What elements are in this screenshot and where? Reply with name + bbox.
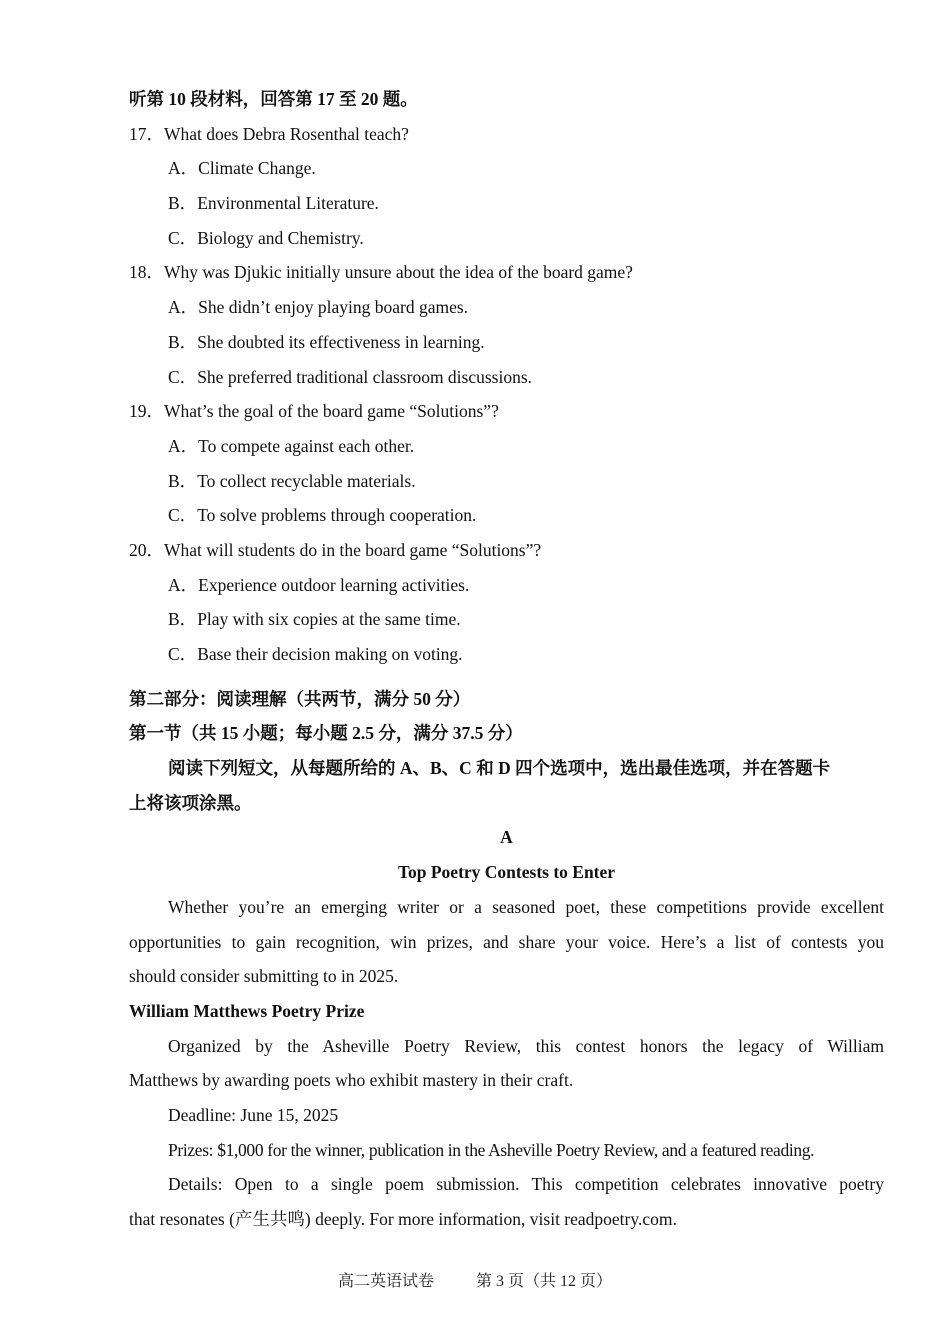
- question-19-option-b: B．To collect recyclable materials.: [168, 470, 416, 491]
- section-intro: 听第 10 段材料，回答第 17 至 20 题。: [129, 89, 418, 109]
- question-number: 18．: [129, 262, 164, 283]
- contest-desc-line-1: Organized by the Asheville Poetry Review, this contest honors the legacy of William: [168, 1035, 884, 1056]
- question-17: [129, 117, 884, 152]
- passage-intro-line-2: opportunities to gain recognition, win prizes, and share your voice. Here’s a list of contests you: [129, 931, 884, 952]
- contest-prizes: Prizes: $1,000 for the winner, publication in the Asheville Poetry Review, and a featured reading.: [168, 1139, 815, 1160]
- footer-page-info: 第 3 页（共 12 页）: [476, 1273, 613, 1290]
- contest-name: William Matthews Poetry Prize: [129, 1000, 365, 1021]
- question-20: [129, 533, 884, 568]
- passage-intro-line-1: Whether you’re an emerging writer or a seasoned poet, these competitions provide excellent: [168, 896, 884, 917]
- question-text: What does Debra Rosenthal teach?: [164, 123, 409, 144]
- question-18-option-b: B．She doubted its effectiveness in learning.: [168, 331, 485, 352]
- question-text: What will students do in the board game “Solutions”?: [164, 539, 542, 560]
- section-one-heading: 第一节（共 15 小题；每小题 2.5 分，满分 37.5 分）: [129, 723, 523, 744]
- question-17-option-a: A．Climate Change.: [168, 158, 316, 179]
- question-text: Why was Djukic initially unsure about the idea of the board game?: [164, 262, 633, 283]
- question-17-option-b: B．Environmental Literature.: [168, 193, 379, 214]
- question-number: 17．: [129, 123, 164, 144]
- question-19-option-c: C．To solve problems through cooperation.: [168, 505, 477, 526]
- question-20-option-a: A．Experience outdoor learning activities.: [168, 574, 470, 595]
- question-20-option-c: C．Base their decision making on voting.: [168, 644, 463, 664]
- page-footer: [0, 1268, 950, 1291]
- passage-title: Top Poetry Contests to Enter: [397, 862, 616, 883]
- question-18-option-a: A．She didn’t enjoy playing board games.: [168, 297, 469, 318]
- question-19-option-a: A．To compete against each other.: [168, 435, 415, 456]
- footer-exam-name: 高二英语试卷: [337, 1273, 434, 1290]
- exam-page-content: [129, 82, 884, 1237]
- passage-letter: A: [500, 827, 513, 848]
- question-19: [129, 394, 884, 429]
- contest-details-line-1: Details: Open to a single poem submission. This competition celebrates innovative poetry: [168, 1174, 884, 1195]
- question-18-option-c: C．She preferred traditional classroom discussions.: [168, 366, 533, 387]
- question-20-option-b: B．Play with six copies at the same time.: [168, 609, 461, 630]
- question-17-option-c: C．Biology and Chemistry.: [168, 227, 364, 248]
- instruction-line-2: 上将该项涂黑。: [129, 792, 252, 813]
- part-two-heading: 第二部分：阅读理解（共两节，满分 50 分）: [129, 688, 471, 709]
- question-number: 19．: [129, 401, 164, 422]
- instruction-line-1: 阅读下列短文，从每题所给的 A、B、C 和 D 四个选项中，选出最佳选项，并在答题卡: [168, 758, 831, 779]
- passage-intro-line-3: should consider submitting to in 2025.: [129, 966, 399, 987]
- contest-details-line-2: that resonates (产生共鸣) deeply. For more information, visit readpoetry.com.: [129, 1209, 677, 1230]
- question-number: 20．: [129, 539, 164, 560]
- contest-deadline: Deadline: June 15, 2025: [168, 1105, 339, 1126]
- question-18: [129, 255, 884, 290]
- question-text: What’s the goal of the board game “Solutions”?: [164, 401, 499, 422]
- contest-desc-line-2: Matthews by awarding poets who exhibit mastery in their craft.: [129, 1070, 574, 1091]
